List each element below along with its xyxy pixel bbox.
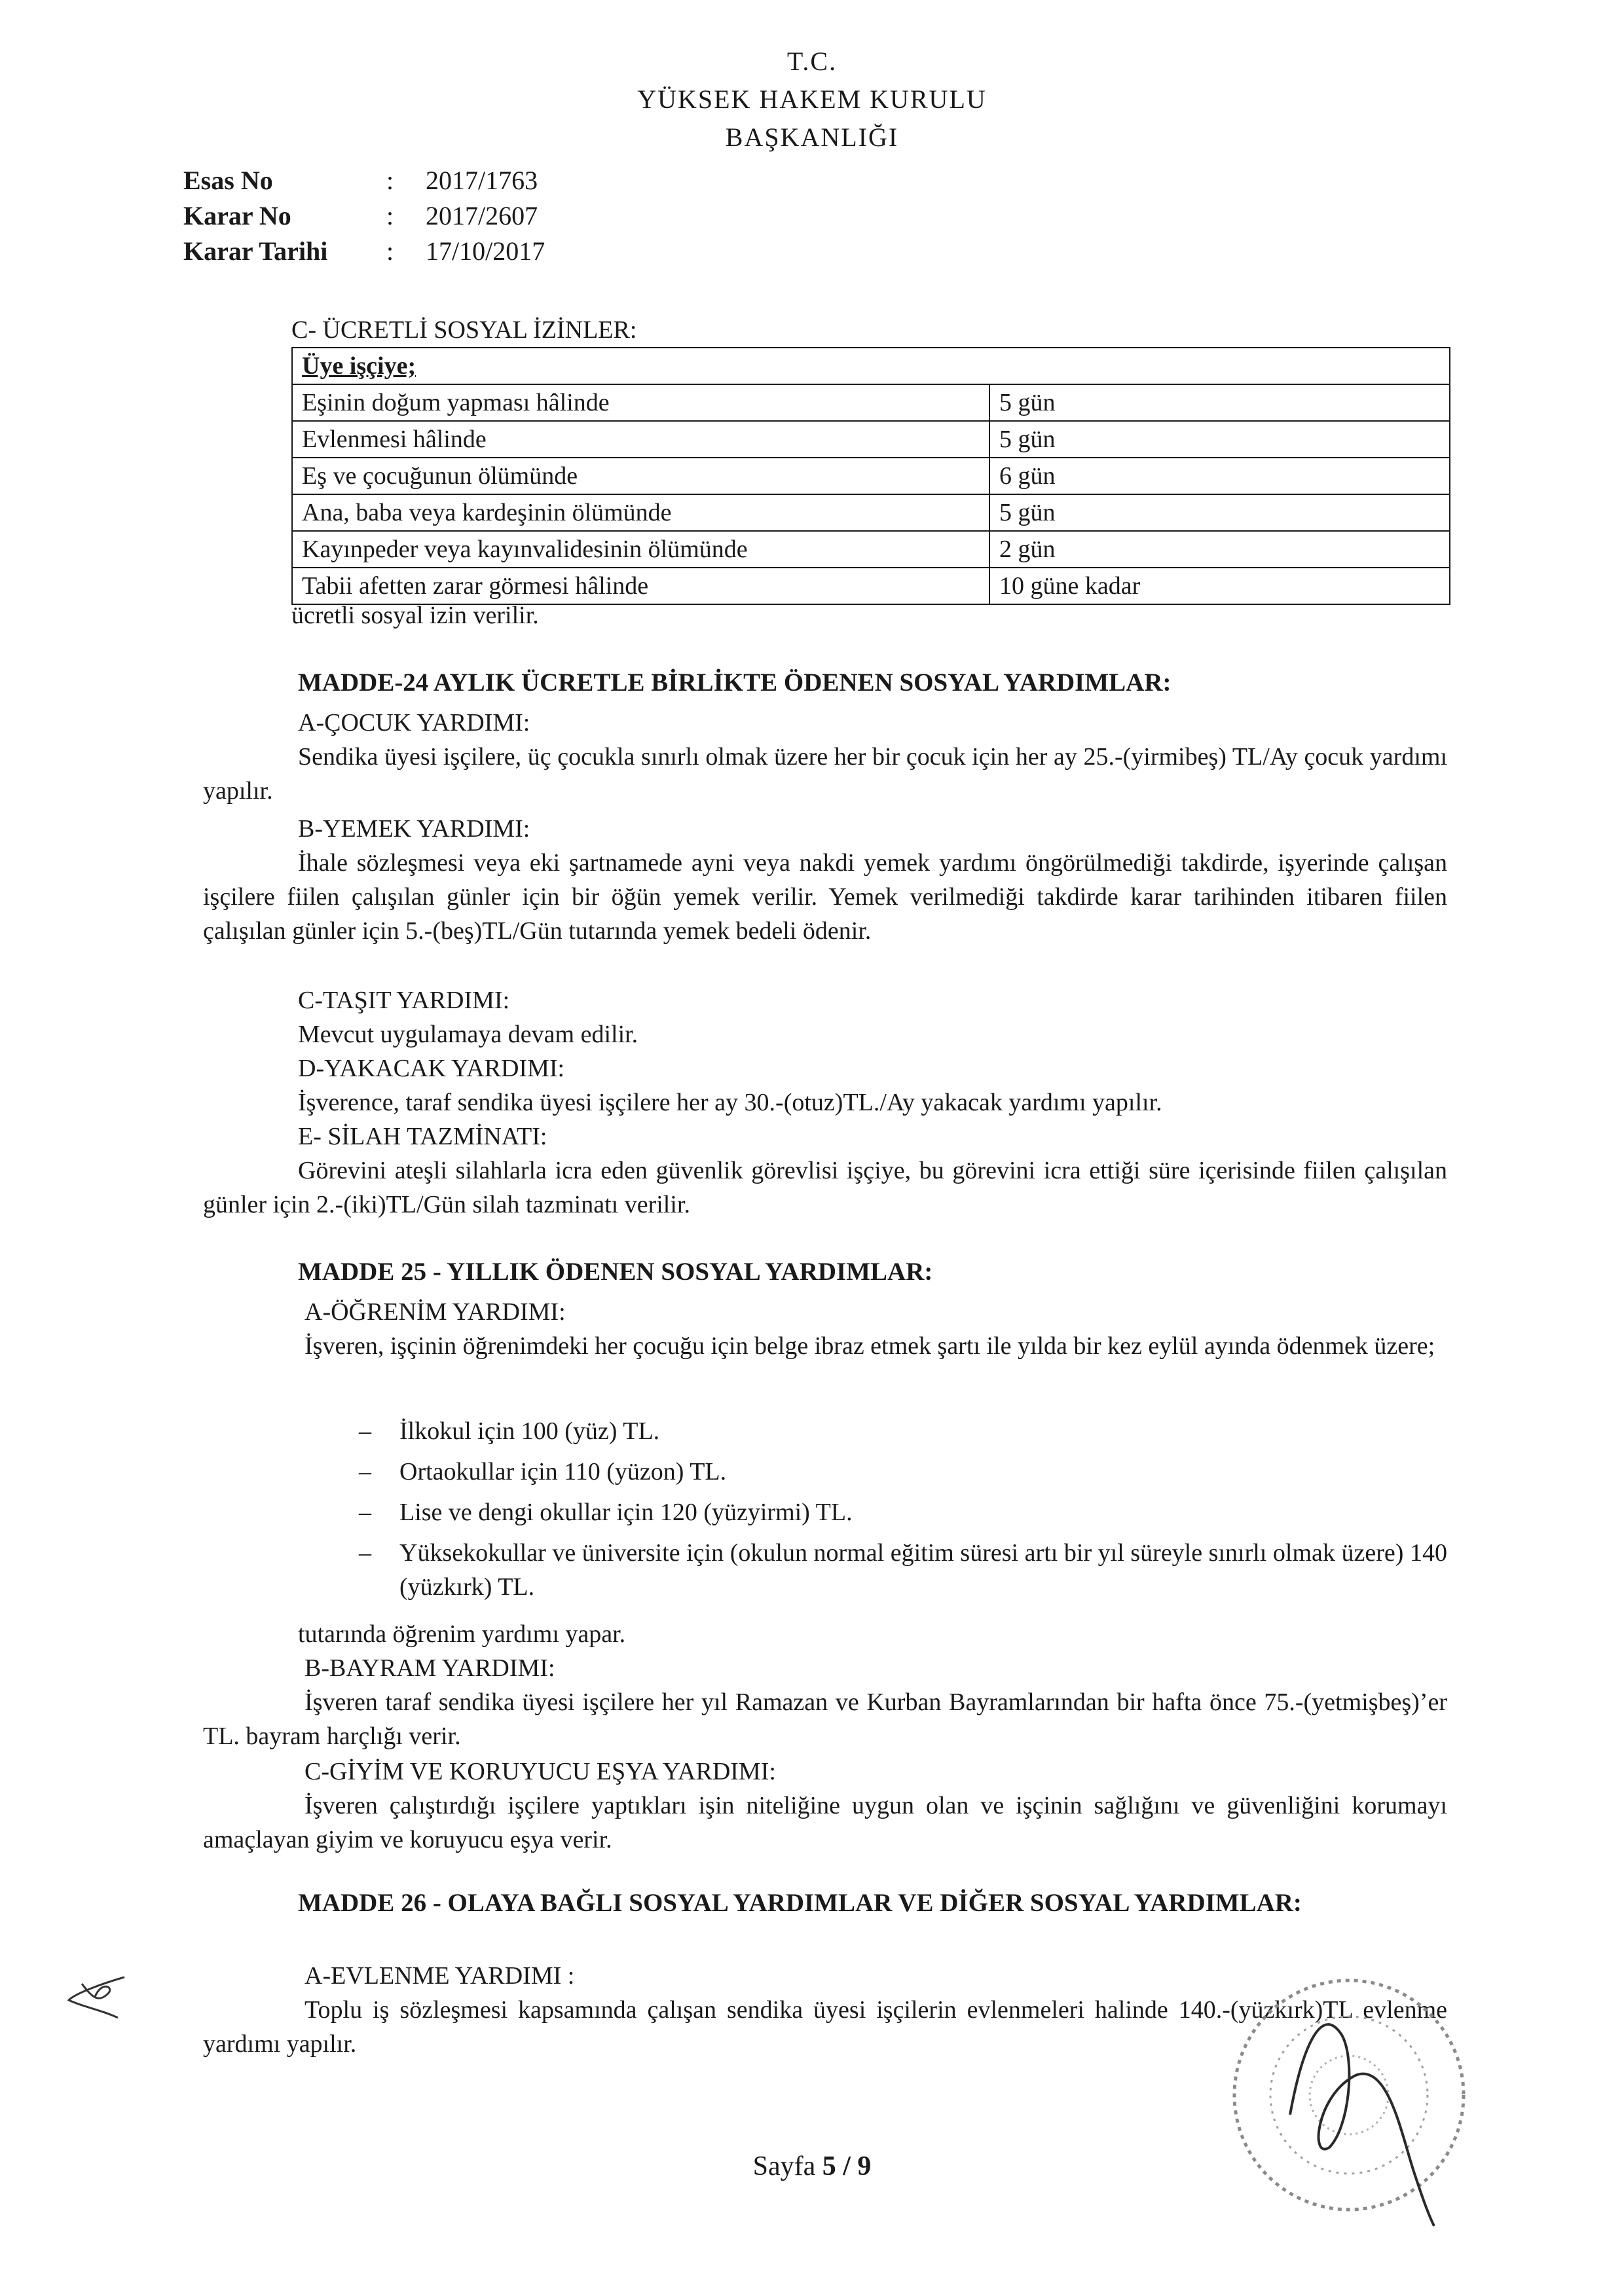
case-label: Karar No [183,201,291,230]
madde-25-c-text: İşveren çalıştırdığı işçilere yaptıkları işin niteliğine uygun olan ve işçinin sağlığını ve güvenliğini korumayı amaçlayan giyim ve koruyucu eşya verir. [203,1792,1447,1853]
section-c-footer: ücretli sosyal izin verilir. [291,602,539,629]
margin-initial-signature [62,1971,134,2023]
case-karar-tarihi: Karar Tarihi : 17/10/2017 [183,236,545,266]
madde-25-b-text: İşveren taraf sendika üyesi işçilere her yıl Ramazan ve Kurban Bayramlarından bir hafta önce 75.-(yetmişbeş)’er TL. bayram harçlığı verir. [203,1688,1447,1750]
madde-24-d-text: İşverence, taraf sendika üyesi işçilere her ay 30.-(otuz)TL./Ay yakacak yardımı yapılır. [298,1089,1162,1116]
madde-25-a-title: A-ÖĞRENİM YARDIMI: [304,1298,566,1326]
madde-25-b-title: B-BAYRAM YARDIMI: [304,1654,555,1682]
case-value: 17/10/2017 [426,236,545,266]
case-karar-no: Karar No : 2017/2607 [183,201,538,230]
madde-25-title: MADDE 25 - YILLIK ÖDENEN SOSYAL YARDIMLAR: [298,1258,933,1286]
madde-24-b-title: B-YEMEK YARDIMI: [298,815,530,843]
table-row: Evlenmesi hâlinde 5 gün [292,421,1450,458]
page-number: Sayfa 5 / 9 [752,2151,872,2181]
madde-26-a-text: Toplu iş sözleşmesi kapsamında çalışan sendika üyesi işçilerin evlenmeleri halinde 140.-(yüzkırk)TL evlenme yardımı yapılır. [203,1996,1447,2058]
list-item: – Ortaokullar için 110 (yüzon) TL. [359,1458,727,1485]
header-institution: YÜKSEK HAKEM KURULU [637,84,987,114]
table-row: Ana, baba veya kardeşinin ölümünde 5 gün [292,494,1450,531]
madde-24-d-title: D-YAKACAK YARDIMI: [298,1055,565,1082]
list-item: – İlkokul için 100 (yüz) TL. [359,1417,660,1445]
madde-24-c-text: Mevcut uygulamaya devam edilir. [298,1021,638,1048]
header-tc: T.C. [786,46,838,76]
table-row: Eş ve çocuğunun ölümünde 6 gün [292,458,1450,494]
case-label: Esas No [183,166,273,195]
madde-25-c-title: C-GİYİM VE KORUYUCU EŞYA YARDIMI: [304,1758,776,1785]
leave-table-header: Üye işçiye; [292,348,1450,384]
madde-24-e-title: E- SİLAH TAZMİNATI: [298,1123,547,1150]
madde-24-e-text: Görevini ateşli silahlarla icra eden güvenlik görevlisi işçiye, bu görevini icra ettiği süre içerisinde fiilen çalışılan günler için 2.-(iki)TL/Gün silah tazminatı verilir. [203,1157,1447,1218]
list-item: – Yüksekokullar ve üniversite için (okulun normal eğitim süresi artı bir yıl süreyle sınırlı olmak üzere) 140 (yüzkırk) TL. [359,1539,1447,1601]
table-row: Kayınpeder veya kayınvalidesinin ölümünde 2 gün [292,531,1450,568]
official-seal [1218,1964,1493,2239]
case-value: 2017/2607 [426,201,538,230]
madde-24-b-text: İhale sözleşmesi veya eki şartnamede ayni veya nakdi yemek yardımı öngörülmediği takdirde, işyerinde çalışan işçilere fiilen çalışılan günler için bir öğün yemek verilir. Yemek verilmediği takdirde karar tarihinden itibaren fiilen çalışılan günler için 5.-(beş)TL/Gün tutarında yemek bedeli ödenir. [203,849,1447,945]
madde-25-a-after: tutarında öğrenim yardımı yapar. [298,1620,626,1648]
madde-24-c-title: C-TAŞIT YARDIMI: [298,987,510,1014]
madde-24-a-text: Sendika üyesi işçilere, üç çocukla sınırlı olmak üzere her bir çocuk için her ay 25.-(yirmibeş) TL/Ay çocuk yardımı yapılır. [203,743,1447,805]
madde-26-a-title: A-EVLENME YARDIMI : [304,1962,575,1990]
education-aid-list [347,1414,1447,1604]
table-row: Tabii afetten zarar görmesi hâlinde 10 güne kadar [292,568,1450,604]
header-presidency: BAŞKANLIĞI [725,122,899,152]
table-row [292,348,1450,384]
madde-25-a-text: İşveren, işçinin öğrenimdeki her çocuğu için belge ibraz etmek şartı ile yılda bir kez eylül ayında ödenmek üzere; [304,1332,1435,1360]
case-value: 2017/1763 [426,166,538,195]
section-c-title: C- ÜCRETLİ SOSYAL İZİNLER: [291,316,637,344]
list-item: – Lise ve dengi okullar için 120 (yüzyirmi) TL. [359,1499,853,1526]
madde-26-title: MADDE 26 - OLAYA BAĞLI SOSYAL YARDIMLAR VE DİĞER SOSYAL YARDIMLAR: [298,1889,1302,1917]
case-esas-no: Esas No : 2017/1763 [183,166,538,195]
leave-table [291,347,1450,605]
madde-24-a-title: A-ÇOCUK YARDIMI: [298,709,530,737]
table-row: Eşinin doğum yapması hâlinde 5 gün [292,384,1450,421]
madde-24-title: MADDE-24 AYLIK ÜCRETLE BİRLİKTE ÖDENEN SOSYAL YARDIMLAR: [298,668,1172,697]
case-label: Karar Tarihi [183,236,328,266]
